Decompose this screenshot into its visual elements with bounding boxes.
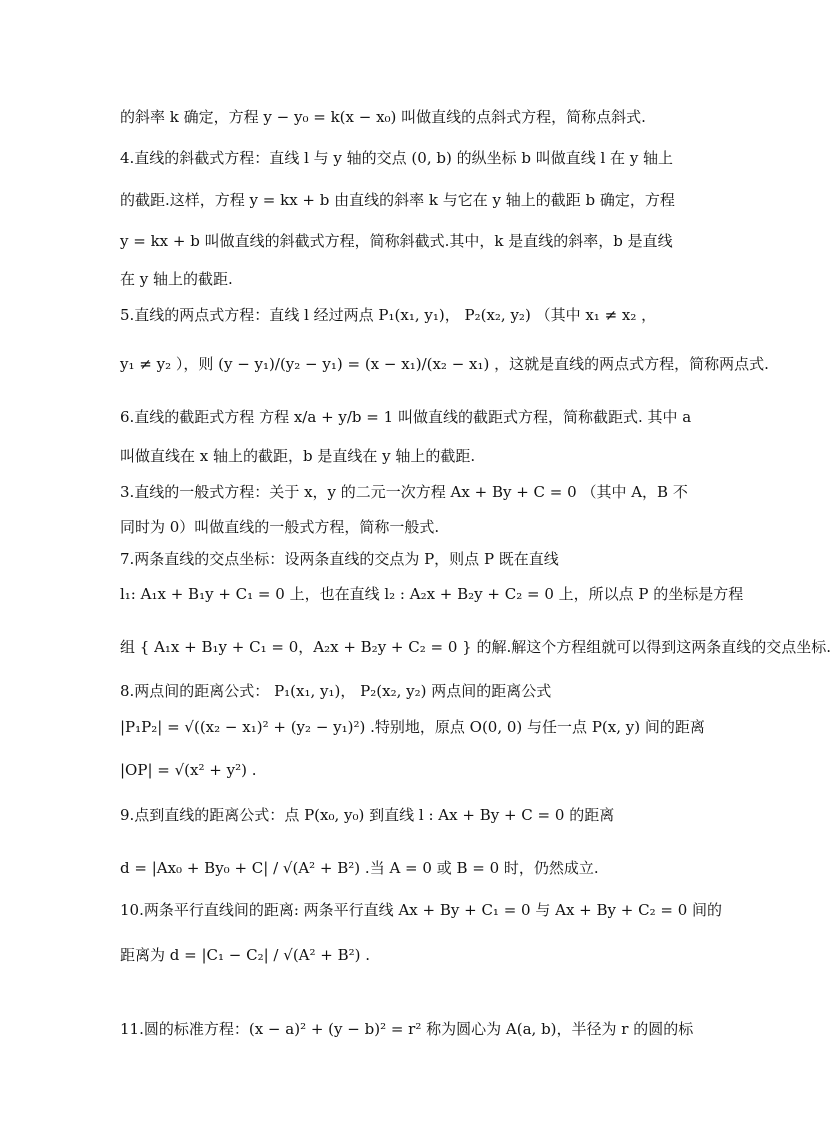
text-line: 组 { A₁x + B₁y + C₁ = 0，A₂x + B₂y + C₂ = 0 } 的解.解这个方程组就可以得到这两条直线的交点坐标.	[120, 638, 831, 656]
text-line: 10.两条平行直线间的距离: 两条平行直线 Ax + By + C₁ = 0 与 Ax + By + C₂ = 0 间的	[120, 901, 723, 919]
text-line: |OP| = √(x² + y²) .	[120, 761, 257, 779]
text-line: 11.圆的标准方程：(x − a)² + (y − b)² = r² 称为圆心为 A(a, b)，半径为 r 的圆的标	[120, 1020, 694, 1038]
text-line: y = kx + b 叫做直线的斜截式方程，简称斜截式.其中，k 是直线的斜率，b 是直线	[120, 232, 673, 250]
text-line: 7.两条直线的交点坐标：设两条直线的交点为 P，则点 P 既在直线	[120, 550, 559, 568]
text-line: 同时为 0）叫做直线的一般式方程，简称一般式.	[120, 518, 440, 536]
text-line: 距离为 d = |C₁ − C₂| / √(A² + B²) .	[120, 946, 371, 964]
text-line: 6.直线的截距式方程 方程 x/a + y/b = 1 叫做直线的截距式方程，简称截距式. 其中 a	[120, 408, 692, 426]
text-line: l₁: A₁x + B₁y + C₁ = 0 上，也在直线 l₂ : A₂x + B₂y + C₂ = 0 上，所以点 P 的坐标是方程	[120, 585, 744, 603]
text-line: y₁ ≠ y₂ ），则 (y − y₁)/(y₂ − y₁) = (x − x₁)/(x₂ − x₁) ，这就是直线的两点式方程，简称两点式.	[120, 355, 769, 373]
text-line: 5.直线的两点式方程：直线 l 经过两点 P₁(x₁, y₁)， P₂(x₂, y₂) （其中 x₁ ≠ x₂ ，	[120, 306, 657, 324]
text-line: d = |Ax₀ + By₀ + C| / √(A² + B²) .当 A = 0 或 B = 0 时，仍然成立.	[120, 859, 599, 877]
text-line: 叫做直线在 x 轴上的截距，b 是直线在 y 轴上的截距.	[120, 447, 476, 465]
text-line: 9.点到直线的距离公式：点 P(x₀, y₀) 到直线 l : Ax + By + C = 0 的距离	[120, 806, 615, 824]
text-line: 8.两点间的距离公式： P₁(x₁, y₁)， P₂(x₂, y₂) 两点间的距离公式	[120, 682, 552, 700]
text-line: |P₁P₂| = √((x₂ − x₁)² + (y₂ − y₁)²) .特别地，原点 O(0, 0) 与任一点 P(x, y) 间的距离	[120, 718, 705, 736]
text-line: 3.直线的一般式方程：关于 x，y 的二元一次方程 Ax + By + C = 0 （其中 A，B 不	[120, 483, 688, 501]
text-line: 4.直线的斜截式方程：直线 l 与 y 轴的交点 (0, b) 的纵坐标 b 叫做直线 l 在 y 轴上	[120, 149, 674, 167]
text-line: 的截距.这样，方程 y = kx + b 由直线的斜率 k 与它在 y 轴上的截距 b 确定，方程	[120, 191, 675, 209]
text-line: 的斜率 k 确定，方程 y − y₀ = k(x − x₀) 叫做直线的点斜式方程，简称点斜式.	[120, 108, 646, 126]
text-line: 在 y 轴上的截距.	[120, 270, 233, 288]
